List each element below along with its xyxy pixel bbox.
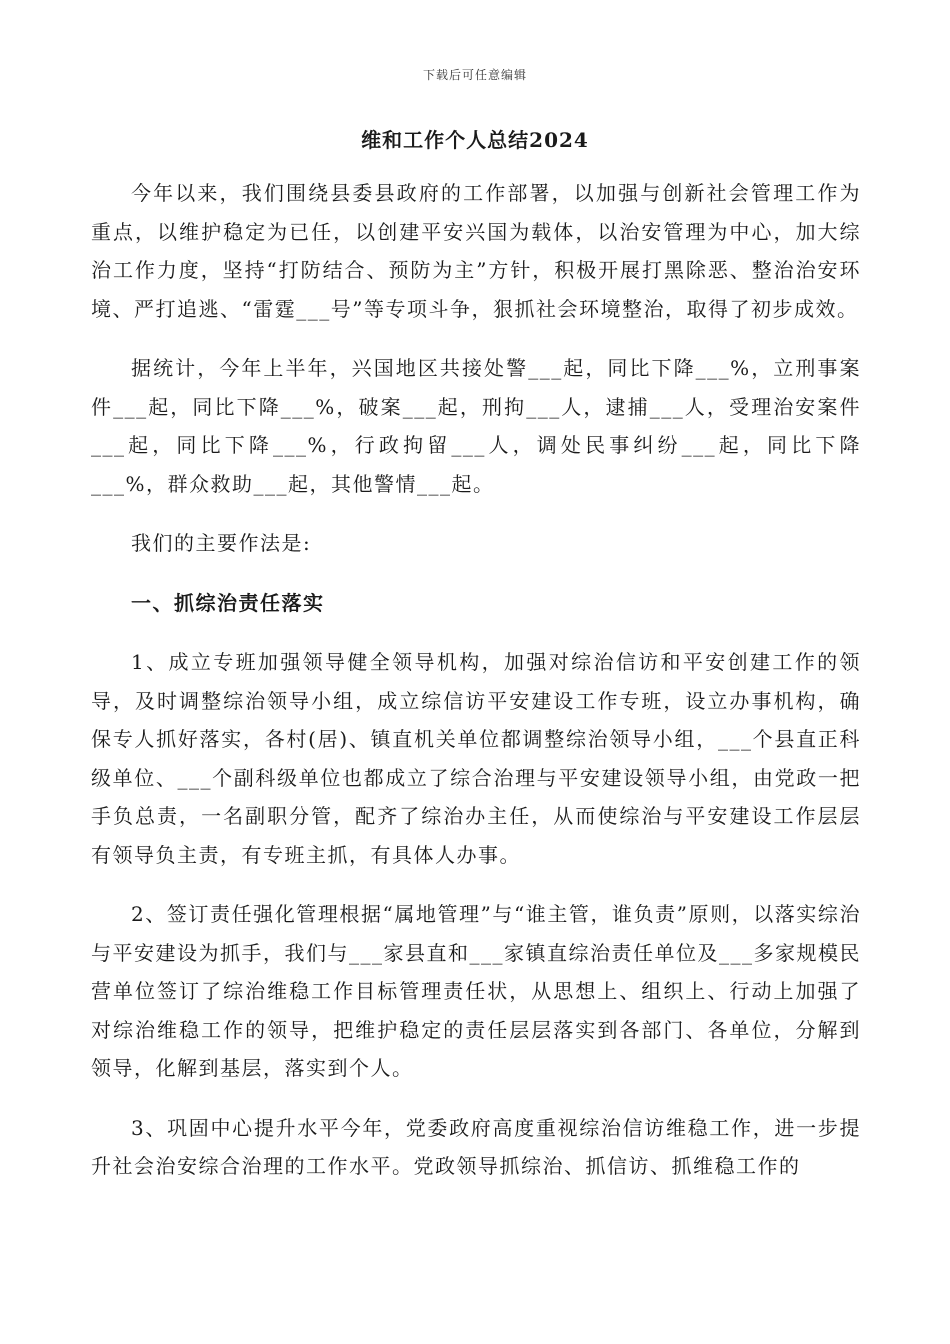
paragraph-methods-lead: 我们的主要作法是: xyxy=(131,531,312,555)
document-body xyxy=(91,174,861,1207)
paragraph-item-2: 2、签订责任强化管理根据“属地管理”与“谁主管，谁负责”原则，以落实综治与平安建设为抓手，我们与___家县直和___家镇直综治责任单位及___多家规模民营单位签订了综治维稳工作目标管理责任状，从思想上、组织上、行动上加强了对综治维稳工作的领导，把维护稳定的责任层层落实到各部门、各单位，分解到领导，化解到基层，落实到个人。 xyxy=(91,902,861,1080)
paragraph-item-3: 3、巩固中心提升水平今年，党委政府高度重视综治信访维稳工作，进一步提升社会治安综合治理的工作水平。党政领导抓综治、抓信访、抓维稳工作的 xyxy=(91,1115,861,1178)
paragraph-item-1: 1、成立专班加强领导健全领导机构，加强对综治信访和平安创建工作的领导，及时调整综治领导小组，成立综信访平安建设工作专班，设立办事机构，确保专人抓好落实，各村(居)、镇直机关单位都调整综治领导小组，___个县直正科级单位、___个副科级单位也都成立了综合治理与平安建设领导小组，由党政一把手负总责，一名副职分管，配齐了综治办主任，从而使综治与平安建设工作层层有领导负主责，有专班主抓，有具体人办事。 xyxy=(91,650,861,867)
paragraph-intro: 今年以来，我们围绕县委县政府的工作部署，以加强与创新社会管理工作为重点，以维护稳定为已任，以创建平安兴国为载体，以治安管理为中心，加大综治工作力度，坚持“打防结合、预防为主”方针，积极开展打黑除恶、整治治安环境、严打追逃、“雷霆___号”等专项斗争，狠抓社会环境整治，取得了初步成效。 xyxy=(91,181,861,321)
paragraph-statistics: 据统计，今年上半年，兴国地区共接处警___起，同比下降___%，立刑事案件___起，同比下降___%，破案___起，刑拘___人，逮捕___人，受理治安案件___起，同比下降___%，行政拘留___人，调处民事纠纷___起，同比下降___%，群众救助___起，其他警情___起。 xyxy=(91,356,861,496)
document-title: 维和工作个人总结2024 xyxy=(361,128,589,152)
header-note: 下载后可任意编辑 xyxy=(422,68,527,82)
section-heading-1: 一、抓综治责任落实 xyxy=(131,590,325,615)
